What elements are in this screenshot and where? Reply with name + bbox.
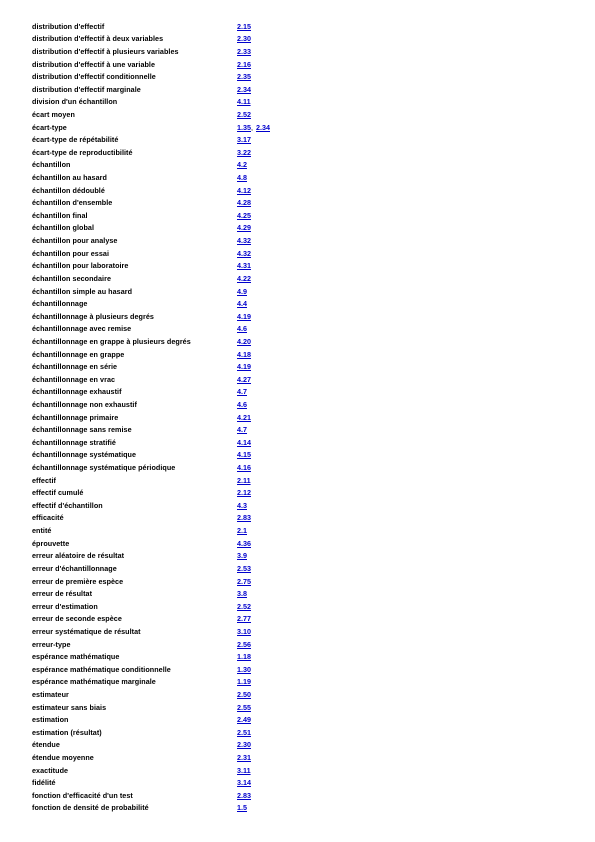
index-refs xyxy=(237,804,247,811)
index-refs xyxy=(237,161,247,168)
index-refs xyxy=(237,464,251,471)
index-refs xyxy=(237,477,251,484)
index-term: échantillon pour essai xyxy=(32,248,109,258)
index-entry xyxy=(32,184,572,197)
index-entry xyxy=(32,650,572,663)
index-term: estimateur xyxy=(32,690,69,699)
index-term: échantillon global xyxy=(32,223,94,233)
index-refs xyxy=(237,325,247,332)
index-refs xyxy=(237,174,247,181)
index-term: échantillon pour analyse xyxy=(32,236,118,246)
index-term: échantillonnage en grappe à plusieurs degrés xyxy=(32,336,191,346)
index-term: erreur de résultat xyxy=(32,589,93,599)
index-refs xyxy=(237,149,251,156)
index-refs xyxy=(237,187,251,194)
reference-link[interactable]: 2.31 xyxy=(237,753,251,763)
index-refs xyxy=(237,363,251,370)
index-term: entité xyxy=(32,526,52,536)
reference-link[interactable]: 4.20 xyxy=(237,336,251,346)
reference-link[interactable]: 2.12 xyxy=(237,488,251,498)
index-refs xyxy=(237,388,247,395)
reference-link[interactable]: 3.8 xyxy=(237,589,247,599)
index-entry xyxy=(32,159,572,172)
index-entry xyxy=(32,323,572,336)
reference-link[interactable]: 2.1 xyxy=(237,526,247,536)
index-entry xyxy=(32,83,572,96)
index-refs xyxy=(237,792,251,799)
index-term: fonction d'efficacité d'un test xyxy=(32,790,133,800)
index-entry xyxy=(32,121,572,134)
index-refs xyxy=(237,754,251,761)
index-refs xyxy=(237,552,247,559)
index-term: distribution d'effectif conditionnelle xyxy=(32,72,156,82)
reference-link[interactable]: 4.8 xyxy=(237,173,247,183)
index-term: étendue moyenne xyxy=(32,753,94,763)
index-entry xyxy=(32,777,572,790)
index-term: distribution d'effectif xyxy=(32,21,105,31)
index-refs xyxy=(237,578,251,585)
index-refs xyxy=(237,136,251,143)
reference-link[interactable]: 4.9 xyxy=(237,286,247,296)
index-entry xyxy=(32,688,572,701)
index-refs xyxy=(237,401,247,408)
reference-link[interactable]: 4.4 xyxy=(237,299,247,309)
index-entry xyxy=(32,751,572,764)
index-term: échantillon au hasard xyxy=(32,173,107,183)
index-term: fidélité xyxy=(32,778,56,788)
reference-link[interactable]: 2.83 xyxy=(237,513,251,523)
index-entry xyxy=(32,701,572,714)
reference-link[interactable]: 4.28 xyxy=(237,198,251,208)
index-term: erreur aléatoire de résultat xyxy=(32,551,125,561)
index-term: erreur d'estimation xyxy=(32,601,98,611)
reference-link[interactable]: 4.3 xyxy=(237,500,247,510)
index-entry xyxy=(32,285,572,298)
index-refs xyxy=(237,540,251,547)
reference-link[interactable]: 3.22 xyxy=(237,147,251,157)
index-refs xyxy=(237,767,251,774)
index-term: échantillonnage non exhaustif xyxy=(32,399,137,409)
reference-link[interactable]: 4.22 xyxy=(237,273,251,283)
index-refs xyxy=(237,414,251,421)
index-entry xyxy=(32,789,572,802)
reference-link[interactable]: 4.19 xyxy=(237,362,251,372)
index-term: espérance mathématique conditionnelle xyxy=(32,664,171,674)
index-refs xyxy=(237,338,251,345)
index-entry xyxy=(32,537,572,550)
index-entry xyxy=(32,234,572,247)
index-term: espérance mathématique xyxy=(32,652,120,662)
index-refs xyxy=(237,678,251,685)
index-entry xyxy=(32,587,572,600)
index-term: efficacité xyxy=(32,513,64,523)
index-entry xyxy=(32,676,572,689)
index-entry xyxy=(32,133,572,146)
index-refs xyxy=(237,313,251,320)
index-entry xyxy=(32,487,572,500)
index-entry xyxy=(32,297,572,310)
index-term: étendue xyxy=(32,740,60,750)
reference-link[interactable]: 4.27 xyxy=(237,374,251,384)
reference-link[interactable]: 4.25 xyxy=(237,210,251,220)
index-entry xyxy=(32,550,572,563)
reference-link[interactable]: 4.15 xyxy=(237,450,251,460)
index-refs xyxy=(237,641,251,648)
reference-link[interactable]: 2.52 xyxy=(237,109,251,119)
index-entry xyxy=(32,499,572,512)
index-entry xyxy=(32,474,572,487)
index-entry xyxy=(32,348,572,361)
reference-link[interactable]: 2.30 xyxy=(237,34,251,44)
index-refs xyxy=(237,224,251,231)
reference-link[interactable]: 4.36 xyxy=(237,538,251,548)
index-term: échantillon xyxy=(32,160,71,170)
index-entry xyxy=(32,512,572,525)
index-term: échantillonnage en grappe xyxy=(32,349,125,359)
index-refs xyxy=(237,23,251,30)
index-term: espérance mathématique marginale xyxy=(32,677,156,687)
reference-link[interactable]: 1.35 xyxy=(237,122,251,132)
index-refs xyxy=(237,73,251,80)
index-term: distribution d'effectif à plusieurs variables xyxy=(32,46,179,56)
index-term: écart-type de répétabilité xyxy=(32,135,119,145)
index-term: effectif cumulé xyxy=(32,488,84,498)
index-term: échantillon dédoublé xyxy=(32,185,105,195)
index-refs xyxy=(237,565,251,572)
index-term: échantillonnage à plusieurs degrés xyxy=(32,311,154,321)
index-term: échantillonnage stratifié xyxy=(32,437,116,447)
index-term: erreur systématique de résultat xyxy=(32,626,141,636)
reference-link[interactable]: 2.77 xyxy=(237,614,251,624)
index-refs xyxy=(237,489,251,496)
reference-link[interactable]: 2.50 xyxy=(237,690,251,699)
index-term: exactitude xyxy=(32,765,69,775)
index-term: échantillonnage systématique périodique xyxy=(32,463,176,473)
index-entry xyxy=(32,272,572,285)
index-refs xyxy=(237,376,251,383)
index-refs xyxy=(237,527,247,534)
reference-link[interactable]: 2.55 xyxy=(237,702,251,712)
index-term: échantillonnage en série xyxy=(32,362,118,372)
reference-link[interactable]: 4.14 xyxy=(237,437,251,447)
index-term: échantillonnage primaire xyxy=(32,412,119,422)
index-entry xyxy=(32,714,572,727)
index-refs xyxy=(237,716,251,723)
reference-link[interactable]: 2.52 xyxy=(237,601,251,611)
index-entry xyxy=(32,171,572,184)
index-entry xyxy=(32,424,572,437)
reference-link[interactable]: 4.6 xyxy=(237,324,247,334)
index-entry xyxy=(32,726,572,739)
index-entry xyxy=(32,45,572,58)
index-refs xyxy=(237,590,247,597)
index-entry xyxy=(32,638,572,651)
index-term: distribution d'effectif marginale xyxy=(32,84,141,94)
index-refs xyxy=(237,86,251,93)
reference-link[interactable]: 2.51 xyxy=(237,727,251,737)
reference-link[interactable]: 2.49 xyxy=(237,715,251,725)
reference-link[interactable]: 4.16 xyxy=(237,463,251,473)
index-entry xyxy=(32,461,572,474)
reference-link[interactable]: 2.75 xyxy=(237,576,251,586)
index-term: division d'un échantillon xyxy=(32,97,118,107)
index-refs xyxy=(237,653,251,660)
index-refs xyxy=(237,288,247,295)
index-refs xyxy=(237,779,251,786)
reference-link[interactable]: 4.7 xyxy=(237,425,247,435)
index-refs xyxy=(237,615,251,622)
index-refs xyxy=(237,704,251,711)
index-entry xyxy=(32,247,572,260)
index-refs xyxy=(237,439,251,446)
index-refs xyxy=(237,212,251,219)
index-term: effectif xyxy=(32,475,56,485)
index-refs xyxy=(237,514,251,521)
reference-link[interactable]: 2.34 xyxy=(237,84,251,94)
index-entry xyxy=(32,663,572,676)
index-entry xyxy=(32,398,572,411)
index-entry xyxy=(32,209,572,222)
index-term: erreur-type xyxy=(32,639,71,649)
index-entry xyxy=(32,108,572,121)
reference-link[interactable]: 2.53 xyxy=(237,563,251,573)
index-term: erreur de seconde espèce xyxy=(32,614,122,624)
index-term: estimation (résultat) xyxy=(32,727,102,737)
index-entry xyxy=(32,449,572,462)
index-term: effectif d'échantillon xyxy=(32,500,103,510)
index-entry xyxy=(32,436,572,449)
reference-link[interactable]: 2.34 xyxy=(256,122,270,132)
reference-link[interactable]: 3.17 xyxy=(237,135,251,145)
reference-link[interactable]: 1.18 xyxy=(237,652,251,662)
index-entry xyxy=(32,575,572,588)
reference-link[interactable]: 4.31 xyxy=(237,261,251,271)
index-refs xyxy=(237,666,251,673)
reference-link[interactable]: 4.29 xyxy=(237,223,251,233)
reference-link[interactable]: 4.11 xyxy=(237,97,251,107)
index-term: échantillonnage exhaustif xyxy=(32,387,122,397)
index-term: échantillon pour laboratoire xyxy=(32,261,129,271)
reference-link[interactable]: 4.21 xyxy=(237,412,251,422)
reference-link[interactable]: 2.11 xyxy=(237,475,251,485)
index-refs xyxy=(237,250,251,257)
reference-link[interactable]: 2.35 xyxy=(237,72,251,82)
index-entry xyxy=(32,764,572,777)
index-refs xyxy=(237,35,251,42)
index-entry xyxy=(32,411,572,424)
reference-link[interactable]: 4.2 xyxy=(237,160,247,170)
index-refs xyxy=(237,729,251,736)
index-entry xyxy=(32,739,572,752)
index-refs xyxy=(237,300,247,307)
reference-link[interactable]: 4.12 xyxy=(237,185,251,195)
index-entry xyxy=(32,613,572,626)
index-entry xyxy=(32,260,572,273)
index-entry xyxy=(32,335,572,348)
index-term: écart moyen xyxy=(32,109,75,119)
index-refs xyxy=(237,628,251,635)
reference-link[interactable]: 1.30 xyxy=(237,664,251,674)
index-refs xyxy=(237,262,251,269)
index-refs xyxy=(237,741,251,748)
reference-link[interactable]: 4.7 xyxy=(237,387,247,397)
reference-link[interactable]: 4.32 xyxy=(237,248,251,258)
reference-link[interactable]: 2.56 xyxy=(237,639,251,649)
index-term: échantillonnage systématique xyxy=(32,450,137,460)
index-refs xyxy=(237,451,251,458)
index-list xyxy=(32,20,572,814)
reference-link[interactable]: 4.19 xyxy=(237,311,251,321)
index-entry xyxy=(32,310,572,323)
reference-link[interactable]: 3.9 xyxy=(237,551,247,561)
reference-link[interactable]: 2.33 xyxy=(237,46,251,56)
index-refs xyxy=(237,111,251,118)
index-term: éprouvette xyxy=(32,538,70,548)
index-entry xyxy=(32,600,572,613)
index-entry xyxy=(32,146,572,159)
reference-link[interactable]: 2.30 xyxy=(237,740,251,750)
index-term: échantillonnage avec remise xyxy=(32,324,132,334)
reference-link[interactable]: 4.18 xyxy=(237,349,251,359)
index-refs xyxy=(237,426,247,433)
index-entry xyxy=(32,70,572,83)
reference-separator: , xyxy=(251,122,253,132)
index-term: échantillonnage en vrac xyxy=(32,374,116,384)
index-term: échantillon final xyxy=(32,210,88,220)
index-term: écart-type xyxy=(32,122,67,132)
index-refs xyxy=(237,237,251,244)
index-term: échantillon secondaire xyxy=(32,273,111,283)
reference-link[interactable]: 3.10 xyxy=(237,626,251,636)
reference-link[interactable]: 2.16 xyxy=(237,59,251,69)
index-refs xyxy=(237,98,251,105)
index-refs xyxy=(237,275,251,282)
index-term: écart-type de reproductibilité xyxy=(32,147,133,157)
index-term: distribution d'effectif à deux variables xyxy=(32,34,164,44)
index-entry xyxy=(32,96,572,109)
index-entry xyxy=(32,562,572,575)
reference-link[interactable]: 2.83 xyxy=(237,790,251,800)
index-term: estimateur sans biais xyxy=(32,702,107,712)
index-entry xyxy=(32,802,572,815)
index-entry xyxy=(32,625,572,638)
index-refs xyxy=(237,124,270,131)
index-entry xyxy=(32,386,572,399)
index-term: erreur de première espèce xyxy=(32,576,124,586)
index-entry xyxy=(32,58,572,71)
reference-link[interactable]: 4.6 xyxy=(237,399,247,409)
reference-link[interactable]: 1.5 xyxy=(237,803,247,813)
index-refs xyxy=(237,603,251,610)
index-term: échantillonnage xyxy=(32,299,88,309)
index-entry xyxy=(32,20,572,33)
index-entry xyxy=(32,33,572,46)
index-refs xyxy=(237,61,251,68)
index-refs xyxy=(237,691,251,698)
index-refs xyxy=(237,351,251,358)
index-refs xyxy=(237,48,251,55)
index-entry xyxy=(32,373,572,386)
reference-link[interactable]: 3.14 xyxy=(237,778,251,788)
reference-link[interactable]: 3.11 xyxy=(237,765,251,775)
index-term: erreur d'échantillonnage xyxy=(32,563,117,573)
index-term: distribution d'effectif à une variable xyxy=(32,59,156,69)
index-refs xyxy=(237,502,247,509)
index-entry xyxy=(32,197,572,210)
index-term: échantillonnage sans remise xyxy=(32,425,132,435)
reference-link[interactable]: 2.15 xyxy=(237,21,251,31)
reference-link[interactable]: 4.32 xyxy=(237,236,251,246)
index-term: fonction de densité de probabilité xyxy=(32,803,149,813)
index-term: estimation xyxy=(32,715,69,725)
index-entry xyxy=(32,524,572,537)
reference-link[interactable]: 1.19 xyxy=(237,677,251,687)
index-entry xyxy=(32,222,572,235)
index-refs xyxy=(237,199,251,206)
index-term: échantillon d'ensemble xyxy=(32,198,113,208)
index-entry xyxy=(32,360,572,373)
index-term: échantillon simple au hasard xyxy=(32,286,133,296)
